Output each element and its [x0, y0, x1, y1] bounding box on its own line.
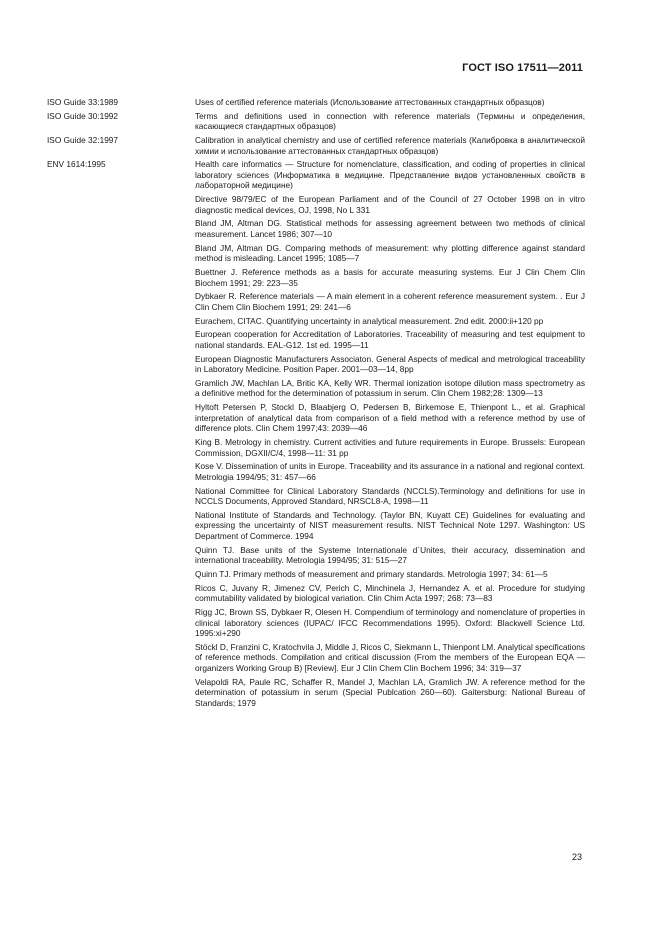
reference-code [47, 316, 195, 327]
reference-entry [47, 642, 585, 674]
reference-entry [47, 329, 585, 350]
reference-code [47, 194, 195, 215]
reference-code: ISO Guide 32:1997 [47, 134, 119, 145]
reference-text: Quinn TJ. Base units of the Systeme Internationale d`Unites, their accuracy, dissemination and international traceability. Metrologia 1994/95; 31: 515—27 [195, 544, 585, 566]
reference-entry [47, 677, 585, 709]
reference-text: King B. Metrology in chemistry. Current activities and future requirements in Europe. Brussels: European Commission, DGXII/C/4, 1998—11: 31 pp [195, 436, 585, 458]
reference-text: Hyltoft Petersen P, Stockl D, Blaabjerg O, Pedersen B, Birkemose E, Thienpont L., et al. Graphical interpretation of analytical data from comparison of a field method with a reference method by use of difference plots. Clin Chem 1997;43: 2039—46 [195, 402, 585, 434]
reference-entry [47, 510, 585, 542]
reference-entry [47, 97, 585, 108]
reference-entry [47, 437, 585, 458]
document-code: ГОСТ ISO 17511—2011 [462, 62, 583, 74]
reference-entry [47, 545, 585, 566]
reference-text: Dybkaer R. Reference materials — A main element in a coherent reference measurement system. . Eur J Clin Chem Clin Biochem 1991; 29: 241—6 [195, 291, 585, 312]
reference-code [47, 677, 195, 709]
reference-code [47, 583, 195, 604]
reference-entry [47, 569, 585, 580]
reference-text: National Committee for Clinical Laboratory Standards (NCCLS).Terminology and definitions for use in NCCLS Documents, Approved Standard, NRSCL8-A, 1998—11 [195, 485, 585, 507]
reference-text: Bland JM, Altman DG. Statistical methods for assessing agreement between two methods of clinical measurement. Lancet 1986; 307—10 [195, 218, 585, 239]
reference-entry [47, 267, 585, 288]
reference-code [47, 291, 195, 312]
reference-list [47, 97, 585, 712]
reference-text: Terms and definitions used in connection with reference materials (Термины и определения, касающиеся стандартных образцов) [195, 110, 585, 132]
reference-entry [47, 243, 585, 264]
reference-text: Eurachem, CITAC. Quantifying uncertainty in analytical measurement. 2nd edit. 2000:ii+120 pp [195, 315, 544, 326]
reference-text: Directive 98/79/EC of the European Parliament and of the Council of 27 October 1998 on in vitro diagnostic medical devices, OJ, 1998, No L 331 [195, 194, 585, 215]
reference-text: Velapoldi RA, Paule RC, Schaffer R, Mandel J, Machlan LA, Gramlich JW. A reference method for the determination of potassium in serum (Special Publcation 260—60). Gaitersburg: National Bureau of Standards; 1979 [195, 676, 585, 708]
reference-text: Bland JM, Altman DG. Comparing methods of measurement: why plotting difference against standard method is misleading. Lancet 1995; 1085—7 [195, 242, 585, 264]
reference-entry [47, 218, 585, 239]
reference-entry [47, 402, 585, 434]
reference-code [47, 437, 195, 458]
reference-entry [47, 486, 585, 507]
reference-code [47, 218, 195, 239]
reference-text: European cooperation for Accreditation of Laboratories. Traceability of measuring and test equipment to national standards. EAL-G12. 1st ed. 1995—11 [195, 329, 585, 350]
reference-entry [47, 354, 585, 375]
reference-entry [47, 583, 585, 604]
reference-text: Health care informatics — Structure for nomenclature, classification, and coding of properties in clinical laboratory sciences (Информатика в медицине. Представление видов установленных свойств в лабораторной медицине) [195, 159, 585, 191]
reference-text: Quinn TJ. Primary methods of measurement and primary standards. Metrologia 1997; 34: 61—5 [195, 568, 548, 579]
reference-entry [47, 159, 585, 191]
reference-text: Rigg JC, Brown SS, Dybkaer R, Olesen H. Compendium of terminology and nomenclature of properties in clinical laboratory sciences (IUPAC/ IFCC Recommendations 1995). Oxford: Blackwell Science Ltd. 1995:xi+290 [195, 606, 585, 639]
reference-entry [47, 607, 585, 639]
page-number: 23 [571, 852, 582, 862]
reference-code [47, 378, 195, 399]
reference-text: European Diagnostic Manufacturers Associaton. General Aspects of medical and metrological traceability in Laboratory Medicine. Position Paper. 2001—03—14, 8pp [195, 353, 585, 375]
reference-code [47, 329, 195, 350]
reference-code [47, 354, 195, 375]
reference-code [47, 607, 195, 639]
reference-text: Uses of certified reference materials (Использование аттестованных стандартных образцов) [195, 97, 545, 107]
reference-text: Calibration in analytical chemistry and use of certified reference materials (Калибровка в аналитической химии и использование аттестованных стандартных образцов) [195, 134, 585, 156]
reference-code [47, 486, 195, 507]
reference-entry [47, 291, 585, 312]
reference-code [47, 267, 195, 288]
reference-entry [47, 461, 585, 482]
reference-code [47, 243, 195, 264]
reference-entry [47, 135, 585, 156]
reference-code [47, 461, 195, 482]
reference-code [47, 569, 195, 580]
reference-text: National Institute of Standards and Technology. (Taylor BN, Kuyatt CE) Guidelines for evaluating and expressing the uncertainty of NIST measurement results. NIST Technical Note 1297. Washington: US Department of Commerce. 1994 [195, 509, 585, 541]
reference-code [47, 545, 195, 566]
reference-text: Stöckl D, Franzini C, Kratochvila J, Middle J, Ricos C, Siekmann L, Thienpont LM. Analytical specifications of reference methods. Compilation and critical discussion (From the members of the European EQA — organizers Working Group B) [Review]. Eur J Clin Chem Clin Bochem 1996; 34: 319—37 [195, 641, 585, 673]
reference-code: ISO Guide 33:1989 [47, 97, 119, 107]
reference-entry [47, 194, 585, 215]
reference-text: Buettner J. Reference methods as a basis for accurate measuring systems. Eur J Clin Chem Clin Biochem 1991; 29: 223—35 [195, 266, 585, 288]
reference-code: ISO Guide 30:1992 [47, 110, 119, 121]
reference-text: Kose V. Dissemination of units in Europe. Traceability and its assurance in a national and regional context. Metrologia 1994/95; 31: 457—66 [195, 461, 585, 482]
reference-text: Ricos C, Juvany R, Jimenez CV, Perich C, Minchinela J, Hernandez A. et al. Procedure for studying commutability validated by biological variation. Clin Chim Acta 1997; 268: 73—83 [195, 582, 585, 604]
reference-code [47, 642, 195, 674]
reference-code [47, 402, 195, 434]
reference-entry [47, 111, 585, 132]
reference-entry [47, 378, 585, 399]
reference-code: ENV 1614:1995 [47, 159, 106, 170]
reference-code [47, 510, 195, 542]
reference-entry [47, 316, 585, 327]
reference-text: Gramlich JW, Machlan LA, Britic KA, Kelly WR. Thermal ionization isotope dilution mass spectrometry as a definitive method for the determination of potassium in serum. Clin Chem 1982;28: 1309—13 [195, 377, 585, 399]
